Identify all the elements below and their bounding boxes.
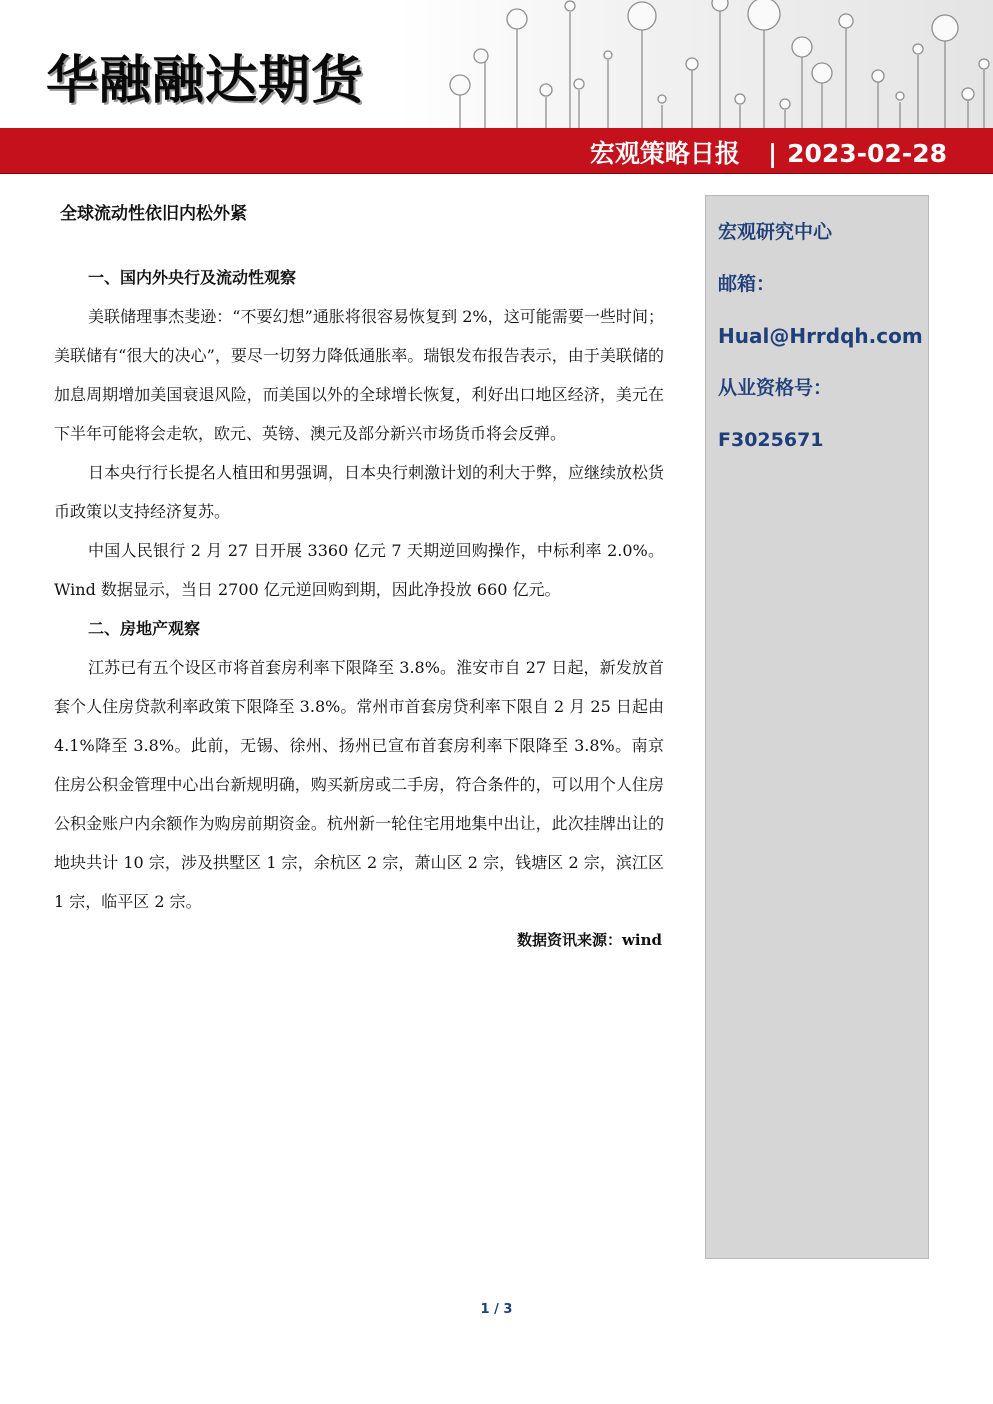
email-label: 邮箱： (718, 273, 776, 295)
license-number: F3025671 (718, 429, 824, 451)
paragraph: 美联储理事杰斐逊：“不要幻想”通胀将很容易恢复到 2%，这可能需要一些时间；美联储有“很大的决心”，要尽一切努力降低通胀率。瑞银发布报告表示，由于美联储的加息周期增加美国衰退风险，而美国以外的全球增长恢复，利好出口地区经济，美元在下半年可能将会走软，欧元、英镑、澳元及部分新兴市场货币将会反弹。 (54, 307, 664, 443)
company-logo-text: 华融融达期货 (46, 51, 365, 111)
contact-sidebar (705, 195, 929, 1259)
page-header (0, 0, 993, 128)
paragraph: 江苏已有五个设区市将首套房利率下限降至 3.8%。淮安市自 27 日起，新发放首套个人住房贷款利率政策下限降至 3.8%。常州市首套房贷利率下限自 2 月 25 日起由 4.1%降至 3.8%。此前，无锡、徐州、扬州已宣布首套房利率下限降至 3.8%。南京住房公积金管理中心出台新规明确，购买新房或二手房，符合条件的，可以用个人住房公积金账户内余额作为购房前期资金。杭州新一轮住宅用地集中出让，此次挂牌出让的地块共计 10 宗，涉及拱墅区 1 宗，余杭区 2 宗，萧山区 2 宗，钱塘区 2 宗，滨江区 1 宗，临平区 2 宗。 (54, 658, 664, 911)
email-address[interactable]: Hual@Hrrdqh.com (718, 324, 923, 348)
page-number: 1 / 3 (480, 1302, 513, 1317)
article-title: 全球流动性依旧内松外紧 (60, 204, 247, 224)
license-label: 从业资格号： (718, 377, 833, 399)
report-name: 宏观策略日报 (589, 139, 740, 168)
report-title (590, 134, 947, 170)
paragraph: 中国人民银行 2 月 27 日开展 3360 亿元 7 天期逆回购操作，中标利率 2.0%。Wind 数据显示，当日 2700 亿元逆回购到期，因此净投放 660 亿元。 (54, 541, 664, 599)
title-separator: | (767, 139, 778, 168)
article-body (54, 194, 664, 960)
report-date: 2023-02-28 (787, 139, 947, 168)
data-source: 数据资讯来源：wind (516, 931, 662, 949)
report-title-bar (0, 128, 993, 174)
research-center: 宏观研究中心 (718, 221, 833, 243)
section-heading: 一、国内外央行及流动性观察 (88, 268, 297, 287)
paragraph: 日本央行行长提名人植田和男强调，日本央行刺激计划的利大于弊，应继续放松货币政策以支持经济复苏。 (54, 463, 665, 521)
section-heading: 二、房地产观察 (88, 619, 201, 638)
